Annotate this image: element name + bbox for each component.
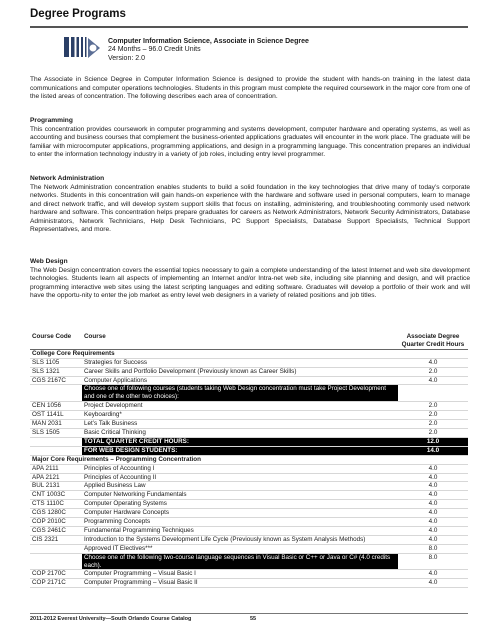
course-credits: 2.0 <box>398 428 468 437</box>
course-name: Principles of Accounting II <box>82 473 398 482</box>
program-version: Version: 2.0 <box>108 54 145 62</box>
course-code: CIS 2321 <box>30 535 82 544</box>
course-credits: 4.0 <box>398 464 468 473</box>
course-code: CTS 1110C <box>30 500 82 509</box>
blank-cell <box>30 446 82 455</box>
course-credits: 4.0 <box>398 482 468 491</box>
table-row <box>30 526 468 535</box>
header-course: Course <box>82 333 398 349</box>
table-row <box>30 509 468 518</box>
course-code: COP 2171C <box>30 579 82 588</box>
course-name: Applied Business Law <box>82 482 398 491</box>
blank-cell <box>30 553 82 570</box>
table-row <box>30 428 468 437</box>
course-code: BUL 2131 <box>30 482 82 491</box>
course-credits: 4.0 <box>398 579 468 588</box>
table-row <box>30 358 468 367</box>
course-credits: 2.0 <box>398 402 468 411</box>
page-title: Degree Programs <box>30 8 126 20</box>
course-code: MAN 2031 <box>30 420 82 429</box>
intro-paragraph: The Associate in Science Degree in Computer Information Science is designed to provide the student with hands-on training in the latest data communications and computer operations technologies. Students in this program must complete the required coursework in the major core from one of the listed areas of concentration. The following describes each area of concentration. <box>30 76 470 100</box>
course-name: Computer Networking Fundamentals <box>82 491 398 500</box>
total-value: 12.0 <box>398 437 468 446</box>
course-code: CGS 1280C <box>30 509 82 518</box>
course-credits: 4.0 <box>398 518 468 527</box>
course-code: SLS 1505 <box>30 428 82 437</box>
course-name: Career Skills and Portfolio Development (Previously known as Career Skills) <box>82 367 398 376</box>
course-code: SLS 1321 <box>30 367 82 376</box>
course-code: APA 2121 <box>30 473 82 482</box>
section-heading: Network Administration <box>30 175 105 182</box>
course-credits: 4.0 <box>398 526 468 535</box>
table-row <box>30 579 468 588</box>
course-name: Strategies for Success <box>82 358 398 367</box>
web-total-row <box>30 446 468 455</box>
program-duration: 24 Months – 96.0 Credit Units <box>108 46 201 54</box>
course-credits: 4.0 <box>398 473 468 482</box>
sequence-note-row <box>30 553 468 570</box>
course-name: Approved IT Electives*** <box>82 544 398 553</box>
section-row <box>30 455 468 464</box>
section-text: This concentration provides coursework in computer programming and systems development, computer hardware and operating systems, as well as accounting and business courses that complement the business-oriented applications graduates will encounter in the work place. The graduate will be familiar with microcomputer applications, programming applications, and design in a programming language. This concentration prepares an individual to enter the information technology industry in a variety of job roles, including entry level programmer. <box>30 125 470 158</box>
course-name: Computer Hardware Concepts <box>82 509 398 518</box>
section-row <box>30 349 468 358</box>
section-text: The Network Administration concentration enables students to build a solid foundation in the key technologies that drive many of today’s corporate networks. Students in this concentration will gain hands-on experience with the hardware and software used in personal computers, learn to manage and direct network traffic, and will develop system support skills that focus on installing, administering, and troubleshooting commonly used network hardware and software. This concentration helps prepare graduates for careers as Network Administrators, Network Security Administrators, Database Administrators, Network Technicians, Help Desk Technicians, PC Support Specialists, Database Support Specialists, Technical Support Representatives, and more. <box>30 183 470 233</box>
table-header-row <box>30 333 468 349</box>
course-code: SLS 1105 <box>30 358 82 367</box>
table-row <box>30 491 468 500</box>
course-name: Project Development <box>82 402 398 411</box>
program-title: Computer Information Science, Associate in Science Degree <box>108 38 309 45</box>
table-row <box>30 420 468 429</box>
table-row <box>30 544 468 553</box>
web-total-value: 14.0 <box>398 446 468 455</box>
section-label: College Core Requirements <box>30 349 468 358</box>
course-credits: 8.0 <box>398 553 468 570</box>
course-code: COP 2010C <box>30 518 82 527</box>
table-row <box>30 376 468 385</box>
blank-cell <box>30 544 82 553</box>
choose-note: Choose one of following courses (students taking Web Design concentration must take Project Development and one of the other two choices): <box>82 385 398 402</box>
page-number: 55 <box>250 616 257 622</box>
table-row <box>30 411 468 420</box>
blank-cell <box>398 385 468 402</box>
section-programming <box>30 117 470 160</box>
table-row <box>30 464 468 473</box>
course-code: CGS 2461C <box>30 526 82 535</box>
table-row <box>30 482 468 491</box>
course-credits: 4.0 <box>398 358 468 367</box>
course-credits: 8.0 <box>398 544 468 553</box>
blank-cell <box>30 437 82 446</box>
course-code: CGS 2167C <box>30 376 82 385</box>
sequence-note: Choose one of the following two-course language sequences in Visual Basic or C++ or Java or C# (4.0 credits each). <box>82 553 398 570</box>
page-header <box>30 8 468 20</box>
table-row <box>30 402 468 411</box>
course-code: COP 2170C <box>30 570 82 579</box>
section-web-design <box>30 258 470 301</box>
course-code: CNT 1003C <box>30 491 82 500</box>
blank-cell <box>30 385 82 402</box>
course-credits: 4.0 <box>398 491 468 500</box>
program-logo-icon <box>62 34 102 60</box>
course-code: OST 1141L <box>30 411 82 420</box>
course-table <box>30 333 468 588</box>
web-total-label: FOR WEB DESIGN STUDENTS: <box>82 446 398 455</box>
program-info <box>108 38 309 63</box>
section-heading: Web Design <box>30 258 68 265</box>
course-code: CEN 1056 <box>30 402 82 411</box>
header-rule <box>30 26 468 28</box>
table-row <box>30 518 468 527</box>
course-credits: 4.0 <box>398 376 468 385</box>
course-credits: 2.0 <box>398 420 468 429</box>
total-label: TOTAL QUARTER CREDIT HOURS: <box>82 437 398 446</box>
table-row <box>30 500 468 509</box>
course-code: APA 2111 <box>30 464 82 473</box>
course-name: Keyboarding* <box>82 411 398 420</box>
choose-note-row <box>30 385 468 402</box>
course-name: Computer Programming – Visual Basic II <box>82 579 398 588</box>
table-row <box>30 535 468 544</box>
footer-rule <box>30 613 468 614</box>
section-heading: Programming <box>30 117 73 124</box>
course-name: Basic Critical Thinking <box>82 428 398 437</box>
table-row <box>30 473 468 482</box>
course-credits: 4.0 <box>398 509 468 518</box>
header-credits: Associate Degree Quarter Credit Hours <box>398 333 468 349</box>
section-network <box>30 175 470 235</box>
footer-text: 2011-2012 Everest University—South Orlando Course Catalog <box>30 616 192 622</box>
header-course-code: Course Code <box>30 333 82 349</box>
course-name: Principles of Accounting I <box>82 464 398 473</box>
section-text: The Web Design concentration covers the essential topics necessary to gain a complete understanding of the latest Internet and web site development technologies. Students learn all aspects of implementing an Internet and/or Intra-net web site, including site planning and design, and will practice programming interactive web sites using the latest scripting languages and editing software. Graduates will develop a portfolio of their work and will have the opportu-nity to enter the job market as entry level web designers in a variety of related positions and job titles. <box>30 266 470 299</box>
total-row <box>30 437 468 446</box>
course-name: Let’s Talk Business <box>82 420 398 429</box>
course-name: Introduction to the Systems Development Life Cycle (Previously known as System Analysis Methods) <box>82 535 398 544</box>
course-credits: 2.0 <box>398 411 468 420</box>
course-name: Computer Operating Systems <box>82 500 398 509</box>
course-credits: 4.0 <box>398 500 468 509</box>
course-credits: 4.0 <box>398 570 468 579</box>
course-name: Fundamental Programming Techniques <box>82 526 398 535</box>
table-row <box>30 570 468 579</box>
course-credits: 4.0 <box>398 535 468 544</box>
course-name: Programming Concepts <box>82 518 398 527</box>
table-row <box>30 367 468 376</box>
course-name: Computer Programming – Visual Basic I <box>82 570 398 579</box>
course-credits: 2.0 <box>398 367 468 376</box>
section-label: Major Core Requirements – Programming Concentration <box>30 455 468 464</box>
course-name: Computer Applications <box>82 376 398 385</box>
